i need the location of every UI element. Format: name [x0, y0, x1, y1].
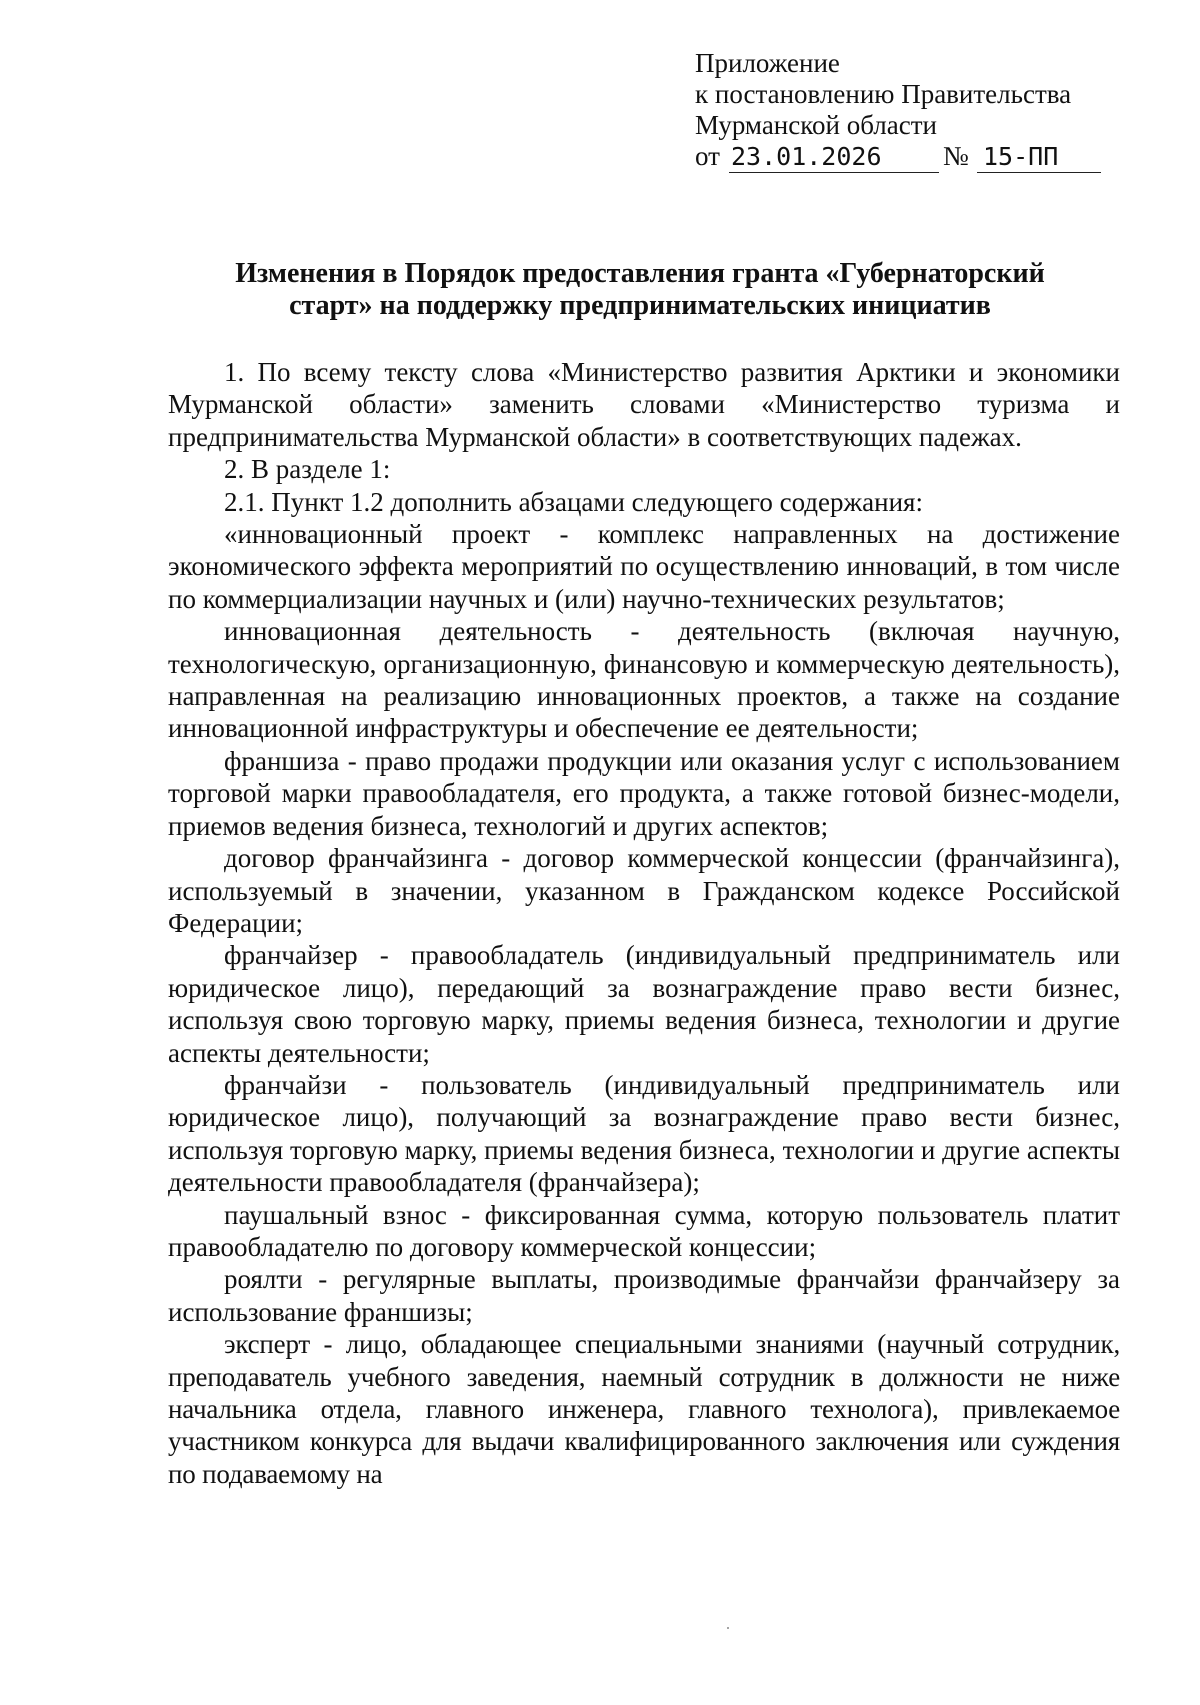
number-label: № [943, 141, 969, 171]
definition-expert: эксперт - лицо, обладающее специальными знаниями (научный сотрудник, преподаватель учебного заведения, наемный сотрудник в должности не ниже начальника отдела, главного инженера, главного технолога), привлекаемое участником конкурса для выдачи квалифицированного заключения или суждения по подаваемому на [168, 1329, 1120, 1489]
definition-franchisor: франчайзер - правообладатель (индивидуальный предприниматель или юридическое лицо), передающий за вознаграждение право вести бизнес, используя свою торговую марку, приемы ведения бизнеса, технологии и другие аспекты деятельности; [168, 940, 1120, 1068]
definition-innovative-project: «инновационный проект - комплекс направленных на достижение экономического эффекта мероприятий по осуществлению инноваций, в том числе по коммерциализации научных и (или) научно-технических результатов; [168, 519, 1120, 614]
title-line-2: старт» на поддержку предпринимательских инициатив [289, 290, 991, 321]
document-title [160, 258, 1120, 322]
definition-innovative-activity: инновационная деятельность - деятельность (включая научную, технологическую, организационную, финансовую и коммерческую деятельность), направленная на реализацию инновационных проектов, а также на создание инновационной инфраструктуры и обеспечение ее деятельности; [168, 616, 1120, 744]
document-body [168, 356, 1120, 1490]
resolution-date: 23.01.2026 [731, 142, 882, 171]
resolution-number: 15-ПП [983, 142, 1059, 171]
paragraph-2-1: 2.1. Пункт 1.2 дополнить абзацами следующего содержания: [224, 486, 923, 517]
definition-franchise-agreement: договор франчайзинга - договор коммерческой концессии (франчайзинга), используемый в значении, указанном в Гражданском кодексе Российской Федерации; [168, 843, 1120, 938]
date-prefix: от [695, 141, 720, 171]
annex-line-2: к постановлению Правительства [695, 79, 1072, 109]
annex-line-3: Мурманской области [695, 110, 937, 140]
definition-royalty: роялти - регулярные выплаты, производимые франчайзи франчайзеру за использование франшизы; [168, 1264, 1120, 1327]
definition-franchise: франшиза - право продажи продукции или оказания услуг с использованием торговой марки правообладателя, его продукта, а также готовой бизнес-модели, приемов ведения бизнеса, технологий и других аспектов; [168, 745, 1120, 841]
paragraph-1: 1. По всему тексту слова «Министерство развития Арктики и экономики Мурманской области» заменить словами «Министерство туризма и предпринимательства Мурманской области» в соответствующих падежах. [168, 357, 1120, 452]
title-line-1: Изменения в Порядок предоставления гранта «Губернаторский [235, 258, 1045, 289]
scan-speck [727, 1627, 729, 1629]
resolution-date-line [695, 141, 1135, 175]
annex-header [695, 48, 1135, 175]
definition-lump-sum-fee: паушальный взнос - фиксированная сумма, которую пользователь платит правообладателю по договору коммерческой концессии; [168, 1199, 1120, 1262]
paragraph-2: 2. В разделе 1: [224, 454, 391, 485]
definition-franchisee: франчайзи - пользователь (индивидуальный предприниматель или юридическое лицо), получающий за вознаграждение право вести бизнес, используя торговую марку, приемы ведения бизнеса, технологии и другие аспекты деятельности правообладателя (франчайзера); [168, 1069, 1120, 1198]
annex-line-1: Приложение [695, 48, 840, 78]
date-underline [729, 172, 939, 173]
number-underline [977, 172, 1101, 173]
